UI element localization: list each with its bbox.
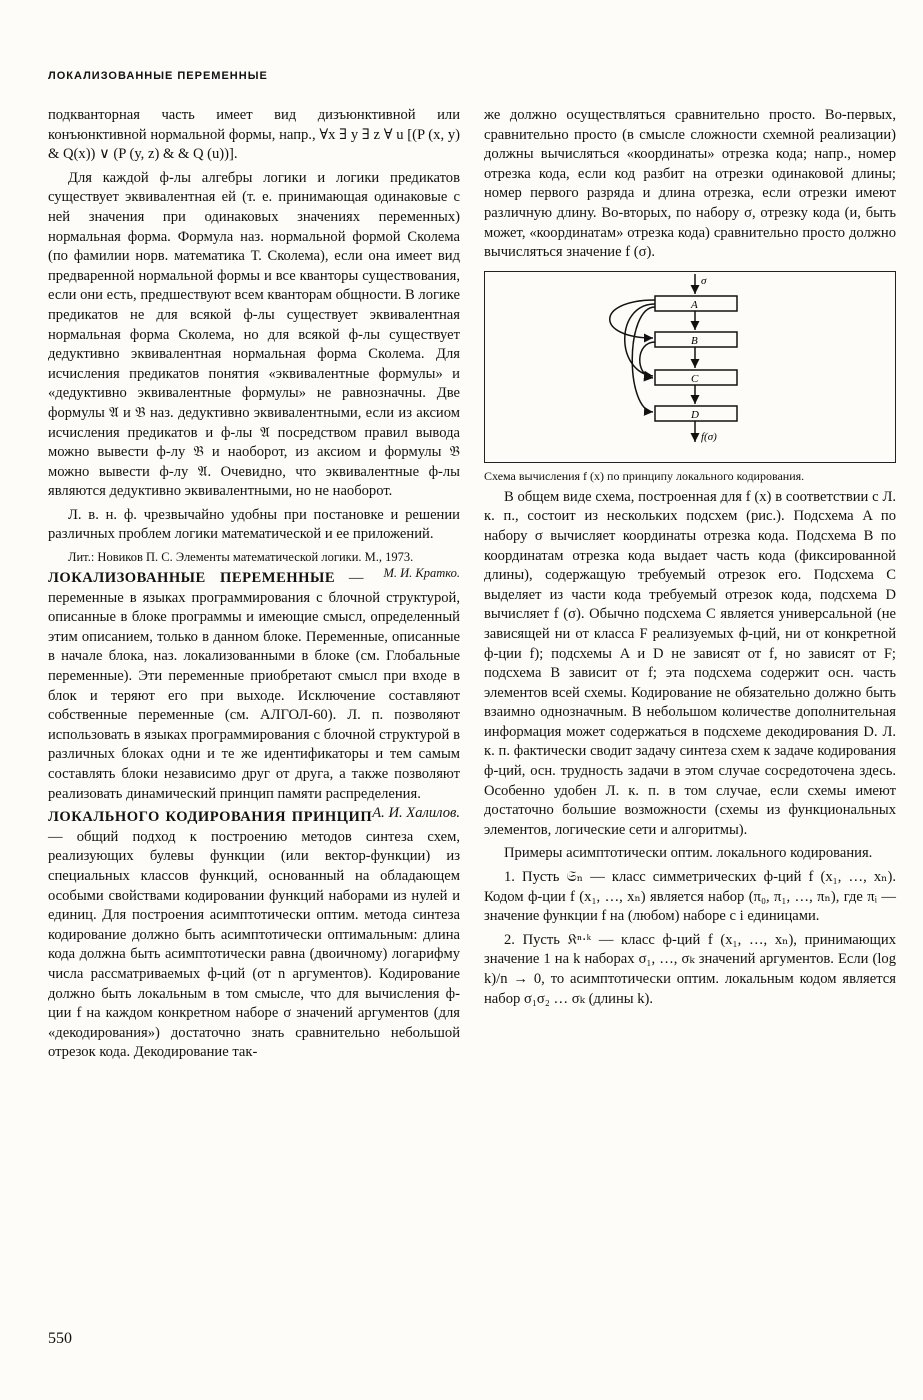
paragraph: 1. Пусть 𝔖ₙ — класс симметрических ф-ций f (x₁, …, xₙ). Кодом ф-ции f (x₁, …, xₙ) является набор (π₀, π₁, …, πₙ), где πᵢ — значение функции f на (любом) наборе с i единицами. — [484, 869, 896, 925]
paragraph: Л. в. н. ф. чрезвычайно удобны при постановке и решении различных проблем логики математической и ее приложений. — [48, 506, 460, 543]
scheme-diagram — [485, 272, 895, 462]
running-header: ЛОКАЛИЗОВАННЫЕ ПЕРЕМЕННЫЕ — [48, 70, 268, 82]
left-column — [48, 106, 460, 1067]
figure-caption: Схема вычисления f (x) по принципу локального кодирования. — [484, 468, 805, 483]
entry-term: ЛОКАЛЬНОГО КОДИРОВАНИЯ ПРИНЦИП — [48, 809, 373, 826]
paragraph: же должно осуществляться сравнительно просто. Во-первых, сравнительно просто (в смысле сложности схемной реализации) должны вычисляться «координаты» отрезка кода; напр., номер отрезка кода, если код разбит на отрезки одинаковой длины; номер первого разряда и длина отрезка, если отрезки имеют различную длину. Во-вторых, по набору σ, отрезку кода (и, быть может, «координатам» отрезка кода) сравнительно просто должно вычисляться значение f (σ). — [484, 107, 896, 261]
right-column — [484, 106, 896, 1013]
entry-localized-variables: ЛОКАЛИЗОВАННЫЕ ПЕРЕМЕННЫЕ — переменные в языках программирования с блочной структурой, описанные в блоке программы и имеющие смысл, определенный этим описанием, только в данном блоке. Переменные, описанные в начале блока, наз. локализованными в блоке (см. Глобальные переменные). Эти переменные приобретают смысл при входе в блок и теряют его при выходе. Исключение составляют собственные переменные (см. АЛГОЛ-60). Л. п. позволяют использовать в языках программирования с блочной структурой в различных блоках одни и те же идентификаторы и тем самым составлять блоки независимо друг от друга, а также позволяют реализовать динамический принцип памяти распределения. А. И. Халилов. — [48, 569, 460, 804]
entry-local-coding: ЛОКАЛЬНОГО КОДИРОВАНИЯ ПРИНЦИП — общий подход к построению методов синтеза схем, реализующих булевы функции (или вектор-функции) из специальных классов функций, основанный на обладающем особыми свойствами кодировании функций наборами из нулей и единиц. Для построения асимптотически оптим. метода синтеза кодирование должно быть асимптотически оптимальным: длина кода должна быть асимптотически равна (двоичному) логарифму числа рассматриваемых ф-ций (от n аргументов). Кодирование должно быть локальным в том смысле, что для вычисления ф-ции f на каждом конкретном наборе σ значений аргументов (для «декодирования») достаточно знать сравнительно небольшой отрезок кода. Декодирование так- — [48, 809, 460, 1061]
paragraph: 2. Пусть 𝔎ⁿ·ᵏ — класс ф-ций f (x₁, …, xₙ), принимающих значение 1 на k наборах σ₁, …, σₖ значений аргументов. Если (log k)/n → 0, то асимптотически оптим. локальным кодом является набор σ₁σ₂ … σₖ (длины k). — [484, 931, 896, 1007]
figure-label: D — [691, 408, 699, 421]
figure-label: B — [691, 334, 698, 347]
author-signature: М. И. Кратко. — [383, 566, 460, 581]
figure-label: C — [691, 372, 699, 385]
figure-label: A — [691, 298, 698, 311]
author-signature: А. И. Халилов. — [372, 805, 460, 822]
paragraph: Для каждой ф-лы алгебры логики и логики предикатов существует эквивалентная ей (т. е. принимающая одинаковые с ней значения при одинаковых значениях переменных) нормальная форма. Формула наз. нормальной формой Сколема (по фамилии норв. математика Т. Сколема), если она имеет вид предваренной нормальной формы и все кванторы существования, если они есть, предшествуют всем кванторам общности. В логике предикатов не для всякой ф-лы существует эквивалентная нормальная форма Сколема, но для всякой ф-лы существует дедуктивно эквивалентная нормальная форма Сколема. Для исчисления предикатов понятия «эквивалентные формулы» и «дедуктивно эквивалентные формулы» не равнозначны. Две формулы 𝔄 и 𝔅 наз. дедуктивно эквивалентными, если из аксиом исчисления предикатов и ф-лы 𝔄 посредством правил вывода можно вывести ф-лу 𝔅 и наоборот, из аксиом и формулы 𝔅 можно вывести ф-лу 𝔄. Очевидно, что эквивалентные ф-лы являются дедуктивно эквивалентными, но не наоборот. — [48, 169, 460, 500]
figure-label: f(σ) — [701, 430, 717, 443]
scheme-figure — [484, 271, 896, 463]
entry-term: ЛОКАЛИЗОВАННЫЕ ПЕРЕМЕННЫЕ — [48, 570, 336, 587]
paragraph: В общем виде схема, построенная для f (x) в соответствии с Л. к. п., состоит из нескольких подсхем (рис.). Подсхема A по набору σ вычисляет координаты отрезка кода. Подсхема B по координатам отрезка кода выдает часть кода (фиксированной длины), содержащую требуемый отрезок его. Подсхема C выделяет из части кода требуемый отрезок кода, подсхема D вычисляет f (σ). Обычно подсхема C является универсальной (не зависящей ни от класса F реализуемых ф-ций, ни от конкретной ф-ции f); подсхемы A и D не зависят от f, но зависят от F; подсхема B зависит от f; эта подсхема содержит осн. часть элементов всей схемы. Кодирование не обязательно должно быть взаимно однозначным. В небольшом количестве дополнительная информация может содержаться в подсхеме декодирования D. Л. к. п. фактически сводит задачу синтеза схем к задаче кодирования ф-ций, осн. трудность задачи в этом случае сосредоточена здесь. Особенно удобен Л. к. п. в том случае, если схемы имеют достаточно большие возможности (схемы из функциональных элементов, логические сети и алгоритмы). — [484, 488, 896, 838]
paragraph: подкванторная часть имеет вид дизъюнктивной или конъюнктивной нормальной формы, напр., ∀x ∃ y ∃ z ∀ u [(P (x, y) & Q(x)) ∨ (P (y, z) & & Q (u))]. — [48, 107, 460, 163]
literature-ref: Лит.: Новиков П. С. Элементы математической логики. М., 1973. М. И. Кратко. — [68, 550, 460, 581]
figure-label: σ — [701, 274, 707, 287]
paragraph: Примеры асимптотически оптим. локального кодирования. — [504, 845, 873, 862]
page-number: 550 — [48, 1330, 72, 1347]
